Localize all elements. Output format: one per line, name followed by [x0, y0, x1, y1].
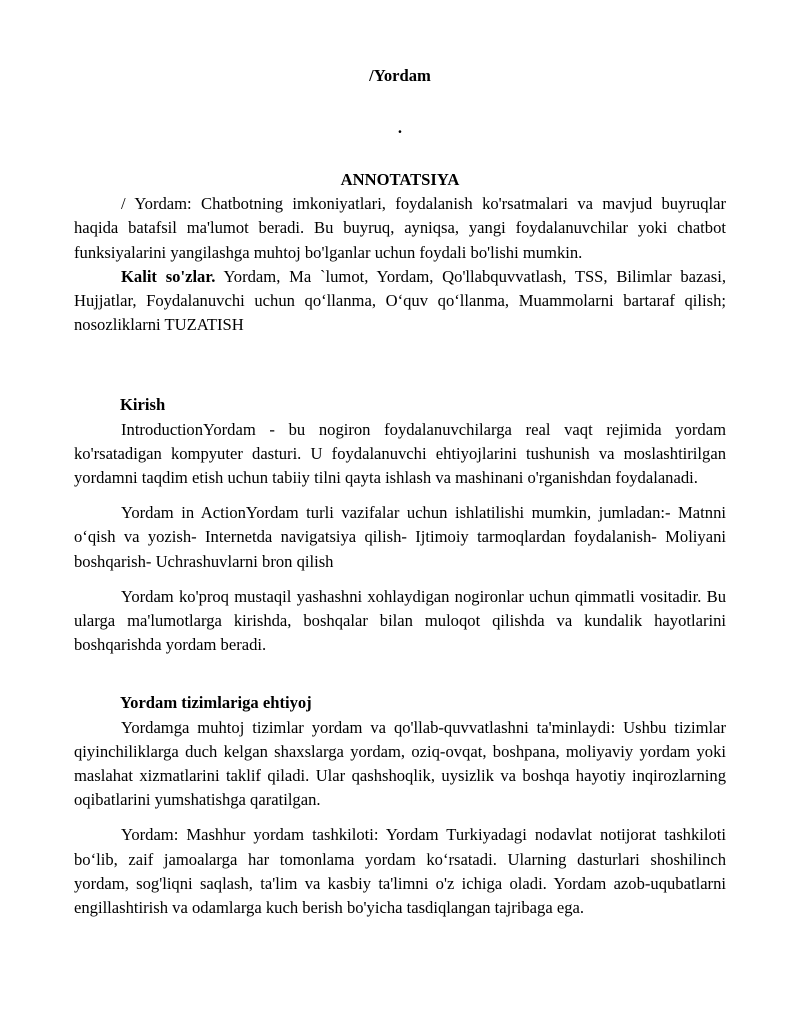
keywords-text: Yordam, Ma `lumot, Yordam, Qo'llabquvvatlash, TSS, Bilimlar bazasi, Hujjatlar, Foydalanuvchi uchun qo‘llanma, O‘quv qo‘llanma, Muammolarni bartaraf qilish; nosozliklarni TUZATISH	[74, 266, 726, 335]
abstract-paragraph: / Yordam: Chatbotning imkoniyatlari, foydalanish ko'rsatmalari va mavjud buyruqlar haqida batafsil ma'lumot beradi. Bu buyruq, ayniqsa, yangi foydalanuvchilar yoki chatbot funksiyalarini yangilashga muhtoj bo'lganlar uchun foydali bo'lishi mumkin.	[74, 194, 726, 262]
keywords-label: Kalit so'zlar.	[121, 266, 216, 286]
paragraph-kirish-2: Yordam in ActionYordam turli vazifalar uchun ishlatilishi mumkin, jumladan:- Matnni o‘qish va yozish- Internetda navigatsiya qilish- Ijtimoiy tarmoqlardan foydalanish- Moliyani boshqarish- Uchrashuvlarni bron qilish	[74, 503, 726, 571]
keywords-paragraph	[74, 265, 726, 338]
paragraph-kirish-1: IntroductionYordam - bu nogiron foydalanuvchilarga real vaqt rejimida yordam ko'rsatadigan kompyuter dasturi. U foydalanuvchi ehtiyojlarini tushunish va moslashtirilgan yordamni taqdim etish uchun tabiiy tilni qayta ishlash va mashinani o'rganishdan foydalanadi.	[74, 419, 726, 488]
section-heading-tizimlar: Yordam tizimlariga ehtiyoj	[120, 693, 312, 713]
section-heading-kirish: Kirish	[120, 395, 166, 415]
paragraph-tizimlar-1: Yordamga muhtoj tizimlar yordam va qo'llab-quvvatlashni ta'minlaydi: Ushbu tizimlar qiyinchiliklarga duch kelgan shaxslarga yordam, oziq-ovqat, boshpana, moliyaviy yordam yoki maslahat xizmatlarini taklif qiladi. Ular qashshoqlik, uysizlik va boshqa hayotiy inqirozlarning oqibatlarini yumshatishga qaratilgan.	[74, 717, 726, 810]
paragraph-kirish-3: Yordam ko'proq mustaqil yashashni xohlaydigan nogironlar uchun qimmatli vositadir. Bu ularga ma'lumotlarga kirishda, boshqalar bilan muloqot qilishda va kundalik hayotlarini boshqarishda yordam beradi.	[74, 586, 726, 655]
document-title: /Yordam	[369, 66, 431, 85]
paragraph-tizimlar-2: Yordam: Mashhur yordam tashkiloti: Yordam Turkiyadagi nodavlat notijorat tashkiloti bo‘lib, zaif jamoalarga har tomonlama yordam ko‘rsatadi. Ularning dasturlari shoshilinch yordam, sog'liqni saqlash, ta'lim va kasbiy ta'limni o'z ichiga oladi. Yordam azob-uqubatlarni engillashtirish va odamlarga kuch berish bo'yicha tasdiqlangan tajribaga ega.	[74, 825, 726, 918]
title-dot: .	[397, 118, 403, 137]
abstract-heading: ANNOTATSIYA	[340, 170, 460, 189]
